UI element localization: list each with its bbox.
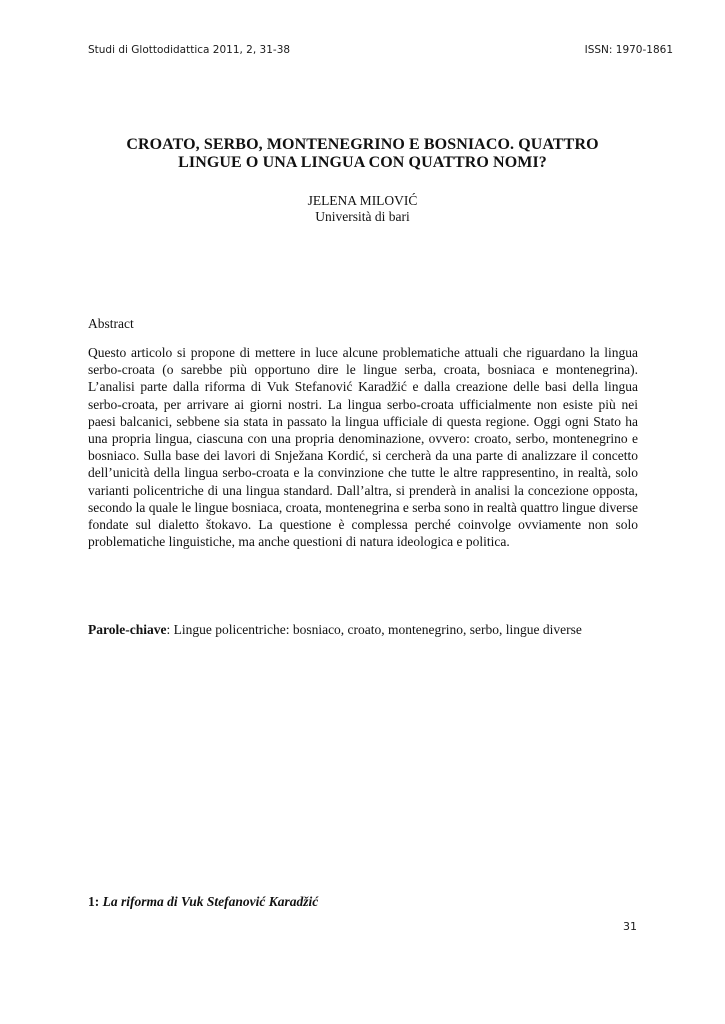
section-heading	[88, 894, 318, 910]
keywords-line	[88, 621, 648, 638]
keywords-label: Parole-chiave	[88, 622, 167, 637]
section-number: 1:	[88, 894, 100, 909]
article-title	[88, 136, 637, 172]
author-block	[88, 193, 637, 225]
issn-label: ISSN: 1970-1861	[584, 44, 673, 56]
journal-citation: Studi di Glottodidattica 2011, 2, 31-38	[88, 44, 291, 56]
author-affiliation: Università di bari	[315, 209, 410, 224]
section-title: La riforma di Vuk Stefanović Karadžić	[102, 894, 319, 909]
page-number: 31	[623, 920, 637, 933]
article-title-line-1: CROATO, SERBO, MONTENEGRINO E BOSNIACO. QUATTRO	[126, 136, 599, 153]
abstract-body: Questo articolo si propone di mettere in luce alcune problematiche attuali che riguardano la lingua serbo-croata (o sarebbe più opportuno dire le lingue serba, croata, bosniaca e montenegrina). L’analisi parte dalla riforma di Vuk Stefanović Karadžić e dalla creazione delle basi della lingua serbo-croata, per arrivare ai giorni nostri. La lingua serbo-croata ufficialmente non esiste più nei paesi balcanici, sebbene sia stata in passato la lingua ufficiale di questa regione. Oggi ogni Stato ha una propria lingua, ciascuna con una propria denominazione, ovvero: croato, serbo, montenegrino e bosniaco. Sulla base dei lavori di Snježana Kordić, si cercherà da una parte di analizzare il concetto dell’unicità della lingua serbo-croata e la convinzione che tutte le altre rappresentino, in realtà, solo varianti policentriche di una lingua standard. Dall’altra, si prenderà in analisi la concezione opposta, secondo la quale le lingue bosniaca, croata, montenegrina e serba sono in realtà quattro lingue diverse fondate sul dialetto štokavo. La questione è complessa perché coinvolge ovviamente non solo problematiche linguistiche, ma anche questioni di natura ideologica e politica.	[88, 345, 638, 550]
author-name: JELENA MILOVIĆ	[307, 193, 418, 208]
article-title-line-2: LINGUE O UNA LINGUA CON QUATTRO NOMI?	[178, 154, 547, 171]
keywords-text: : Lingue policentriche: bosniaco, croato, montenegrino, serbo, lingue diverse	[166, 622, 582, 637]
running-header	[88, 44, 673, 62]
abstract-heading: Abstract	[88, 316, 134, 331]
